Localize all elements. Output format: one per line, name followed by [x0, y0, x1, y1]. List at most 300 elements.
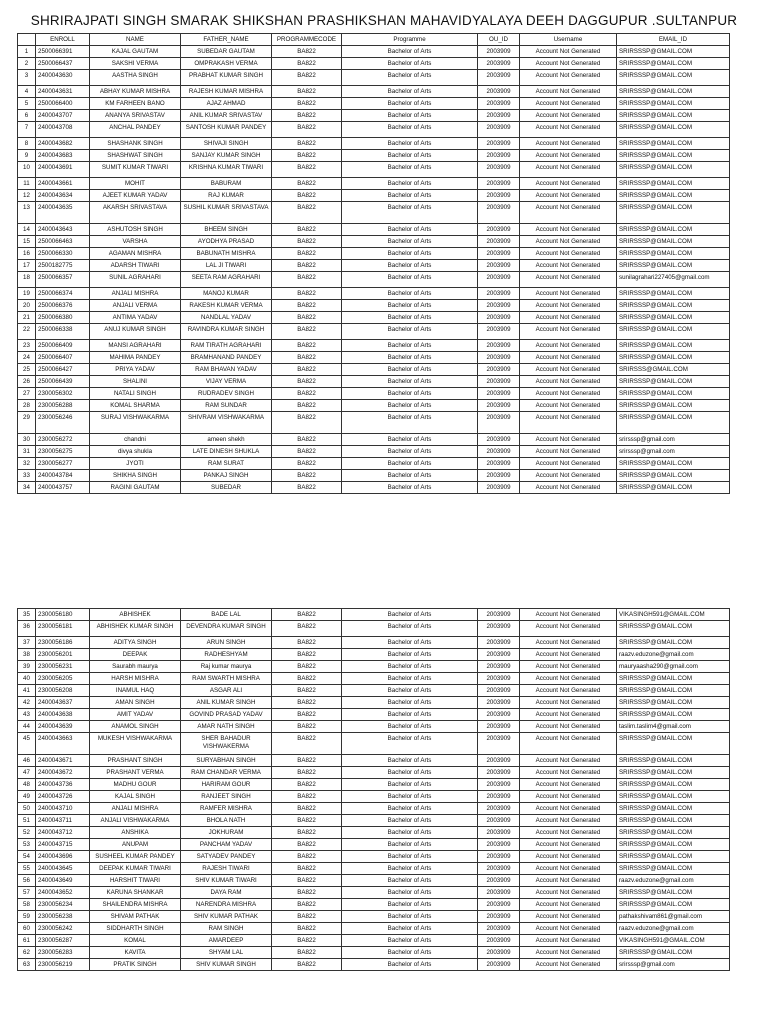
cell-programme: Bachelor of Arts: [342, 767, 478, 779]
cell-programme: Bachelor of Arts: [342, 887, 478, 899]
cell-programme: Bachelor of Arts: [342, 162, 478, 178]
cell-name: PRASHANT VERMA: [90, 767, 181, 779]
cell-programme-code: BA822: [272, 412, 342, 434]
cell-father-name: RADHESHYAM: [181, 649, 272, 661]
cell-programme: Bachelor of Arts: [342, 46, 478, 58]
cell-email-id: SRIRSSSP@GMAIL.COM: [617, 400, 730, 412]
table-row: [18, 162, 730, 178]
cell-programme-code: BA822: [272, 98, 342, 110]
table-row: [18, 58, 730, 70]
cell-father-name: RAJESH TIWARI: [181, 863, 272, 875]
cell-enroll: 2500066357: [36, 272, 90, 288]
cell-name: ANJALI MISHRA: [90, 803, 181, 815]
cell-ou-id: 2003909: [478, 911, 520, 923]
cell-email-id: SRIRSSSP@GMAIL.COM: [617, 697, 730, 709]
cell-father-name: SANJAY KUMAR SINGH: [181, 150, 272, 162]
cell-serial-no: 52: [18, 827, 36, 839]
cell-name: KOMAL: [90, 935, 181, 947]
cell-email-id: SRIRSSSP@GMAIL.COM: [617, 98, 730, 110]
cell-email-id: srirsssp@gmail.com: [617, 446, 730, 458]
cell-programme: Bachelor of Arts: [342, 202, 478, 224]
cell-enroll: 2400043631: [36, 86, 90, 98]
cell-enroll: 2400043634: [36, 190, 90, 202]
cell-username: Account Not Generated: [520, 935, 617, 947]
cell-programme-code: BA822: [272, 340, 342, 352]
cell-enroll: 2500066376: [36, 300, 90, 312]
cell-ou-id: 2003909: [478, 839, 520, 851]
cell-serial-no: 60: [18, 923, 36, 935]
cell-name: SHASHANK SINGH: [90, 138, 181, 150]
table-row: [18, 388, 730, 400]
cell-email-id: srirsssp@gmail.com: [617, 959, 730, 971]
cell-ou-id: 2003909: [478, 947, 520, 959]
cell-username: Account Not Generated: [520, 609, 617, 621]
cell-name: ANUPAM: [90, 839, 181, 851]
cell-programme-code: BA822: [272, 248, 342, 260]
cell-username: Account Not Generated: [520, 202, 617, 224]
cell-email-id: VIKASINGH591@GMAIL.COM: [617, 609, 730, 621]
cell-username: Account Not Generated: [520, 178, 617, 190]
cell-ou-id: 2003909: [478, 609, 520, 621]
cell-name: AJEET KUMAR YADAV: [90, 190, 181, 202]
cell-programme-code: BA822: [272, 803, 342, 815]
cell-father-name: BHOLA NATH: [181, 815, 272, 827]
cell-serial-no: 21: [18, 312, 36, 324]
cell-serial-no: 9: [18, 150, 36, 162]
cell-email-id: SRIRSSSP@GMAIL.COM: [617, 352, 730, 364]
cell-serial-no: 51: [18, 815, 36, 827]
cell-serial-no: 37: [18, 637, 36, 649]
cell-email-id: SRIRSSSP@GMAIL.COM: [617, 791, 730, 803]
cell-email-id: SRIRSSSP@GMAIL.COM: [617, 150, 730, 162]
cell-enroll: 2400043726: [36, 791, 90, 803]
cell-name: divya shukla: [90, 446, 181, 458]
cell-ou-id: 2003909: [478, 236, 520, 248]
cell-serial-no: 11: [18, 178, 36, 190]
cell-father-name: RAM CHANDAR VERMA: [181, 767, 272, 779]
cell-enroll: 2400043711: [36, 815, 90, 827]
cell-serial-no: 18: [18, 272, 36, 288]
cell-ou-id: 2003909: [478, 248, 520, 260]
cell-email-id: SRIRSSSP@GMAIL.COM: [617, 482, 730, 494]
table-row: [18, 236, 730, 248]
cell-programme-code: BA822: [272, 150, 342, 162]
cell-programme: Bachelor of Arts: [342, 470, 478, 482]
cell-programme: Bachelor of Arts: [342, 352, 478, 364]
cell-serial-no: 22: [18, 324, 36, 340]
cell-programme: Bachelor of Arts: [342, 779, 478, 791]
cell-enroll: 2500182775: [36, 260, 90, 272]
cell-programme: Bachelor of Arts: [342, 98, 478, 110]
cell-enroll: 2300056242: [36, 923, 90, 935]
cell-programme: Bachelor of Arts: [342, 58, 478, 70]
cell-ou-id: 2003909: [478, 412, 520, 434]
cell-programme-code: BA822: [272, 288, 342, 300]
table-row: [18, 779, 730, 791]
cell-username: Account Not Generated: [520, 827, 617, 839]
cell-father-name: RAM SWARTH MISHRA: [181, 673, 272, 685]
cell-name: KARUNA SHANKAR: [90, 887, 181, 899]
cell-enroll: 2400043635: [36, 202, 90, 224]
cell-ou-id: 2003909: [478, 178, 520, 190]
cell-name: MUKESH VISHWAKARMA: [90, 733, 181, 755]
cell-serial-no: 62: [18, 947, 36, 959]
cell-enroll: 2300056180: [36, 609, 90, 621]
cell-programme: Bachelor of Arts: [342, 649, 478, 661]
table-row: [18, 138, 730, 150]
cell-father-name: RAM SINGH: [181, 923, 272, 935]
cell-programme: Bachelor of Arts: [342, 364, 478, 376]
cell-email-id: raazv.eduzone@gmail.com: [617, 875, 730, 887]
cell-serial-no: 45: [18, 733, 36, 755]
cell-username: Account Not Generated: [520, 661, 617, 673]
cell-programme-code: BA822: [272, 649, 342, 661]
cell-programme: Bachelor of Arts: [342, 434, 478, 446]
cell-serial-no: 35: [18, 609, 36, 621]
cell-programme-code: BA822: [272, 376, 342, 388]
table-row: [18, 733, 730, 755]
cell-email-id: SRIRSSSP@GMAIL.COM: [617, 767, 730, 779]
table-row: [18, 400, 730, 412]
cell-serial-no: 53: [18, 839, 36, 851]
cell-programme: Bachelor of Arts: [342, 86, 478, 98]
cell-programme: Bachelor of Arts: [342, 70, 478, 86]
cell-programme-code: BA822: [272, 637, 342, 649]
cell-username: Account Not Generated: [520, 412, 617, 434]
cell-ou-id: 2003909: [478, 58, 520, 70]
cell-programme: Bachelor of Arts: [342, 709, 478, 721]
cell-email-id: SRIRSSSP@GMAIL.COM: [617, 803, 730, 815]
cell-programme-code: BA822: [272, 400, 342, 412]
cell-email-id: SRIRSSSP@GMAIL.COM: [617, 138, 730, 150]
cell-programme: Bachelor of Arts: [342, 815, 478, 827]
table-row: [18, 649, 730, 661]
cell-name: KOMAL SHARMA: [90, 400, 181, 412]
cell-ou-id: 2003909: [478, 482, 520, 494]
cell-enroll: 2400043663: [36, 733, 90, 755]
cell-ou-id: 2003909: [478, 98, 520, 110]
cell-father-name: RUDRADEV SINGH: [181, 388, 272, 400]
cell-name: SHIVAM PATHAK: [90, 911, 181, 923]
cell-ou-id: 2003909: [478, 388, 520, 400]
cell-enroll: 2300056201: [36, 649, 90, 661]
cell-programme: Bachelor of Arts: [342, 122, 478, 138]
cell-name: ABHISHEK KUMAR SINGH: [90, 621, 181, 637]
cell-name: SUMIT KUMAR TIWARI: [90, 162, 181, 178]
cell-serial-no: 8: [18, 138, 36, 150]
cell-enroll: 2400043683: [36, 150, 90, 162]
cell-serial-no: 50: [18, 803, 36, 815]
cell-programme: Bachelor of Arts: [342, 400, 478, 412]
cell-enroll: 2500066409: [36, 340, 90, 352]
cell-name: MANSI AGRAHARI: [90, 340, 181, 352]
cell-serial-no: 30: [18, 434, 36, 446]
table-row: [18, 446, 730, 458]
cell-programme: Bachelor of Arts: [342, 803, 478, 815]
cell-programme-code: BA822: [272, 827, 342, 839]
cell-username: Account Not Generated: [520, 791, 617, 803]
cell-father-name: ASGAR ALI: [181, 685, 272, 697]
cell-serial-no: 46: [18, 755, 36, 767]
cell-email-id: SRIRSSSP@GMAIL.COM: [617, 162, 730, 178]
cell-ou-id: 2003909: [478, 138, 520, 150]
cell-father-name: AYODHYA PRASAD: [181, 236, 272, 248]
cell-name: ANJALI VISHWAKARMA: [90, 815, 181, 827]
cell-enroll: 2400043710: [36, 803, 90, 815]
header-programme: Programme: [342, 34, 478, 46]
table-body-1: [18, 46, 730, 494]
cell-email-id: SRIRSSS@GMAIL.COM: [617, 364, 730, 376]
cell-programme-code: BA822: [272, 458, 342, 470]
cell-programme-code: BA822: [272, 364, 342, 376]
cell-email-id: pathakshivam861@gmail.com: [617, 911, 730, 923]
cell-name: VARSHA: [90, 236, 181, 248]
cell-programme: Bachelor of Arts: [342, 376, 478, 388]
cell-serial-no: 55: [18, 863, 36, 875]
cell-programme: Bachelor of Arts: [342, 863, 478, 875]
cell-serial-no: 58: [18, 899, 36, 911]
cell-programme: Bachelor of Arts: [342, 733, 478, 755]
table-row: [18, 815, 730, 827]
cell-username: Account Not Generated: [520, 721, 617, 733]
table-row: [18, 150, 730, 162]
table-row: [18, 863, 730, 875]
cell-serial-no: 36: [18, 621, 36, 637]
cell-programme-code: BA822: [272, 162, 342, 178]
cell-programme-code: BA822: [272, 178, 342, 190]
cell-serial-no: 43: [18, 709, 36, 721]
cell-name: MAHIMA PANDEY: [90, 352, 181, 364]
cell-serial-no: 29: [18, 412, 36, 434]
cell-name: KAVITA: [90, 947, 181, 959]
cell-ou-id: 2003909: [478, 875, 520, 887]
cell-name: ASHUTOSH SINGH: [90, 224, 181, 236]
cell-name: chandni: [90, 434, 181, 446]
cell-email-id: srirsssp@gmail.com: [617, 434, 730, 446]
cell-serial-no: 10: [18, 162, 36, 178]
cell-programme-code: BA822: [272, 947, 342, 959]
cell-programme: Bachelor of Arts: [342, 446, 478, 458]
cell-serial-no: 34: [18, 482, 36, 494]
cell-email-id: SRIRSSSP@GMAIL.COM: [617, 122, 730, 138]
cell-name: ABHAY KUMAR MISHRA: [90, 86, 181, 98]
cell-ou-id: 2003909: [478, 470, 520, 482]
cell-programme: Bachelor of Arts: [342, 791, 478, 803]
cell-email-id: sunilagrahari227405@gmail.com: [617, 272, 730, 288]
cell-enroll: 2300056302: [36, 388, 90, 400]
cell-ou-id: 2003909: [478, 272, 520, 288]
cell-programme: Bachelor of Arts: [342, 272, 478, 288]
table-row: [18, 767, 730, 779]
cell-programme-code: BA822: [272, 260, 342, 272]
cell-programme-code: BA822: [272, 86, 342, 98]
cell-email-id: SRIRSSSP@GMAIL.COM: [617, 827, 730, 839]
cell-serial-no: 41: [18, 685, 36, 697]
cell-father-name: BRAMHANAND PANDEY: [181, 352, 272, 364]
cell-name: PRIYA YADAV: [90, 364, 181, 376]
cell-enroll: 2400043637: [36, 697, 90, 709]
cell-name: Saurabh maurya: [90, 661, 181, 673]
cell-username: Account Not Generated: [520, 755, 617, 767]
document-title: SHRIRAJPATI SINGH SMARAK SHIKSHAN PRASHIKSHAN MAHAVIDYALAYA DEEH DAGGUPUR .SULTANPUR: [30, 13, 738, 28]
cell-email-id: SRIRSSSP@GMAIL.COM: [617, 340, 730, 352]
cell-enroll: 2400043757: [36, 482, 90, 494]
cell-serial-no: 47: [18, 767, 36, 779]
table-row: [18, 224, 730, 236]
cell-ou-id: 2003909: [478, 122, 520, 138]
table-row: [18, 839, 730, 851]
cell-ou-id: 2003909: [478, 190, 520, 202]
cell-username: Account Not Generated: [520, 482, 617, 494]
cell-programme-code: BA822: [272, 352, 342, 364]
table-row: [18, 803, 730, 815]
cell-username: Account Not Generated: [520, 649, 617, 661]
cell-name: AGAMAN MISHRA: [90, 248, 181, 260]
cell-programme: Bachelor of Arts: [342, 236, 478, 248]
cell-serial-no: 12: [18, 190, 36, 202]
cell-username: Account Not Generated: [520, 58, 617, 70]
cell-ou-id: 2003909: [478, 685, 520, 697]
cell-father-name: JOKHURAM: [181, 827, 272, 839]
cell-programme: Bachelor of Arts: [342, 935, 478, 947]
cell-username: Account Not Generated: [520, 959, 617, 971]
cell-ou-id: 2003909: [478, 899, 520, 911]
cell-ou-id: 2003909: [478, 300, 520, 312]
cell-serial-no: 44: [18, 721, 36, 733]
cell-enroll: 2500066400: [36, 98, 90, 110]
cell-serial-no: 3: [18, 70, 36, 86]
cell-username: Account Not Generated: [520, 458, 617, 470]
table-row: [18, 434, 730, 446]
cell-ou-id: 2003909: [478, 46, 520, 58]
cell-father-name: OMPRAKASH VERMA: [181, 58, 272, 70]
cell-programme: Bachelor of Arts: [342, 673, 478, 685]
cell-programme-code: BA822: [272, 899, 342, 911]
cell-name: RAGINI GAUTAM: [90, 482, 181, 494]
cell-programme: Bachelor of Arts: [342, 482, 478, 494]
table-row: [18, 272, 730, 288]
cell-enroll: 2500066380: [36, 312, 90, 324]
cell-email-id: taslim.taslim4@gmail.com: [617, 721, 730, 733]
cell-ou-id: 2003909: [478, 851, 520, 863]
cell-father-name: DAYA RAM: [181, 887, 272, 899]
cell-father-name: HARIRAM GOUR: [181, 779, 272, 791]
cell-ou-id: 2003909: [478, 863, 520, 875]
cell-email-id: SRIRSSSP@GMAIL.COM: [617, 202, 730, 224]
table-header-row: [18, 34, 730, 46]
cell-father-name: Raj kumar maurya: [181, 661, 272, 673]
cell-programme: Bachelor of Arts: [342, 190, 478, 202]
table-body-2: [18, 609, 730, 971]
cell-ou-id: 2003909: [478, 673, 520, 685]
cell-programme-code: BA822: [272, 434, 342, 446]
cell-ou-id: 2003909: [478, 709, 520, 721]
cell-programme-code: BA822: [272, 58, 342, 70]
cell-serial-no: 7: [18, 122, 36, 138]
cell-username: Account Not Generated: [520, 312, 617, 324]
cell-programme-code: BA822: [272, 673, 342, 685]
cell-enroll: 2400043649: [36, 875, 90, 887]
cell-email-id: SRIRSSSP@GMAIL.COM: [617, 70, 730, 86]
cell-email-id: SRIRSSSP@GMAIL.COM: [617, 779, 730, 791]
table-row: [18, 935, 730, 947]
cell-ou-id: 2003909: [478, 733, 520, 755]
header-ou-id: OU_ID: [478, 34, 520, 46]
cell-serial-no: 28: [18, 400, 36, 412]
cell-username: Account Not Generated: [520, 388, 617, 400]
cell-enroll: 2400043638: [36, 709, 90, 721]
table-row: [18, 709, 730, 721]
cell-email-id: raazv.eduzone@gmail.com: [617, 649, 730, 661]
cell-ou-id: 2003909: [478, 959, 520, 971]
cell-enroll: 2500066391: [36, 46, 90, 58]
cell-programme-code: BA822: [272, 767, 342, 779]
table-row: [18, 911, 730, 923]
cell-serial-no: 14: [18, 224, 36, 236]
cell-programme: Bachelor of Arts: [342, 685, 478, 697]
cell-serial-no: 6: [18, 110, 36, 122]
cell-father-name: DEVENDRA KUMAR SINGH: [181, 621, 272, 637]
cell-enroll: 2400043630: [36, 70, 90, 86]
cell-username: Account Not Generated: [520, 272, 617, 288]
cell-username: Account Not Generated: [520, 803, 617, 815]
cell-ou-id: 2003909: [478, 434, 520, 446]
cell-name: PRASHANT SINGH: [90, 755, 181, 767]
cell-programme: Bachelor of Arts: [342, 911, 478, 923]
cell-programme-code: BA822: [272, 697, 342, 709]
cell-username: Account Not Generated: [520, 352, 617, 364]
cell-ou-id: 2003909: [478, 767, 520, 779]
cell-name: HARSH MISHRA: [90, 673, 181, 685]
cell-ou-id: 2003909: [478, 288, 520, 300]
cell-name: KAJAL GAUTAM: [90, 46, 181, 58]
cell-father-name: SHIVAJI SINGH: [181, 138, 272, 150]
cell-enroll: 2300056231: [36, 661, 90, 673]
cell-programme-code: BA822: [272, 470, 342, 482]
cell-username: Account Not Generated: [520, 288, 617, 300]
cell-username: Account Not Generated: [520, 863, 617, 875]
cell-programme: Bachelor of Arts: [342, 110, 478, 122]
cell-username: Account Not Generated: [520, 340, 617, 352]
cell-ou-id: 2003909: [478, 312, 520, 324]
table-row: [18, 697, 730, 709]
cell-father-name: BABUNATH MISHRA: [181, 248, 272, 260]
cell-father-name: AMARDEEP: [181, 935, 272, 947]
cell-ou-id: 2003909: [478, 803, 520, 815]
table-row: [18, 851, 730, 863]
cell-ou-id: 2003909: [478, 376, 520, 388]
cell-username: Account Not Generated: [520, 815, 617, 827]
cell-name: ANUJ KUMAR SINGH: [90, 324, 181, 340]
cell-enroll: 2500066338: [36, 324, 90, 340]
cell-programme-code: BA822: [272, 709, 342, 721]
cell-email-id: SRIRSSSP@GMAIL.COM: [617, 899, 730, 911]
cell-programme-code: BA822: [272, 721, 342, 733]
cell-ou-id: 2003909: [478, 755, 520, 767]
header-enroll: ENROLL: [36, 34, 90, 46]
cell-father-name: ameen shekh: [181, 434, 272, 446]
cell-ou-id: 2003909: [478, 923, 520, 935]
cell-username: Account Not Generated: [520, 875, 617, 887]
cell-name: PRATIK SINGH: [90, 959, 181, 971]
cell-ou-id: 2003909: [478, 340, 520, 352]
cell-username: Account Not Generated: [520, 122, 617, 138]
cell-enroll: 2400043672: [36, 767, 90, 779]
cell-username: Account Not Generated: [520, 470, 617, 482]
cell-father-name: RAM BHAVAN YADAV: [181, 364, 272, 376]
cell-father-name: RAM SUNDAR: [181, 400, 272, 412]
cell-father-name: PANKAJ SINGH: [181, 470, 272, 482]
